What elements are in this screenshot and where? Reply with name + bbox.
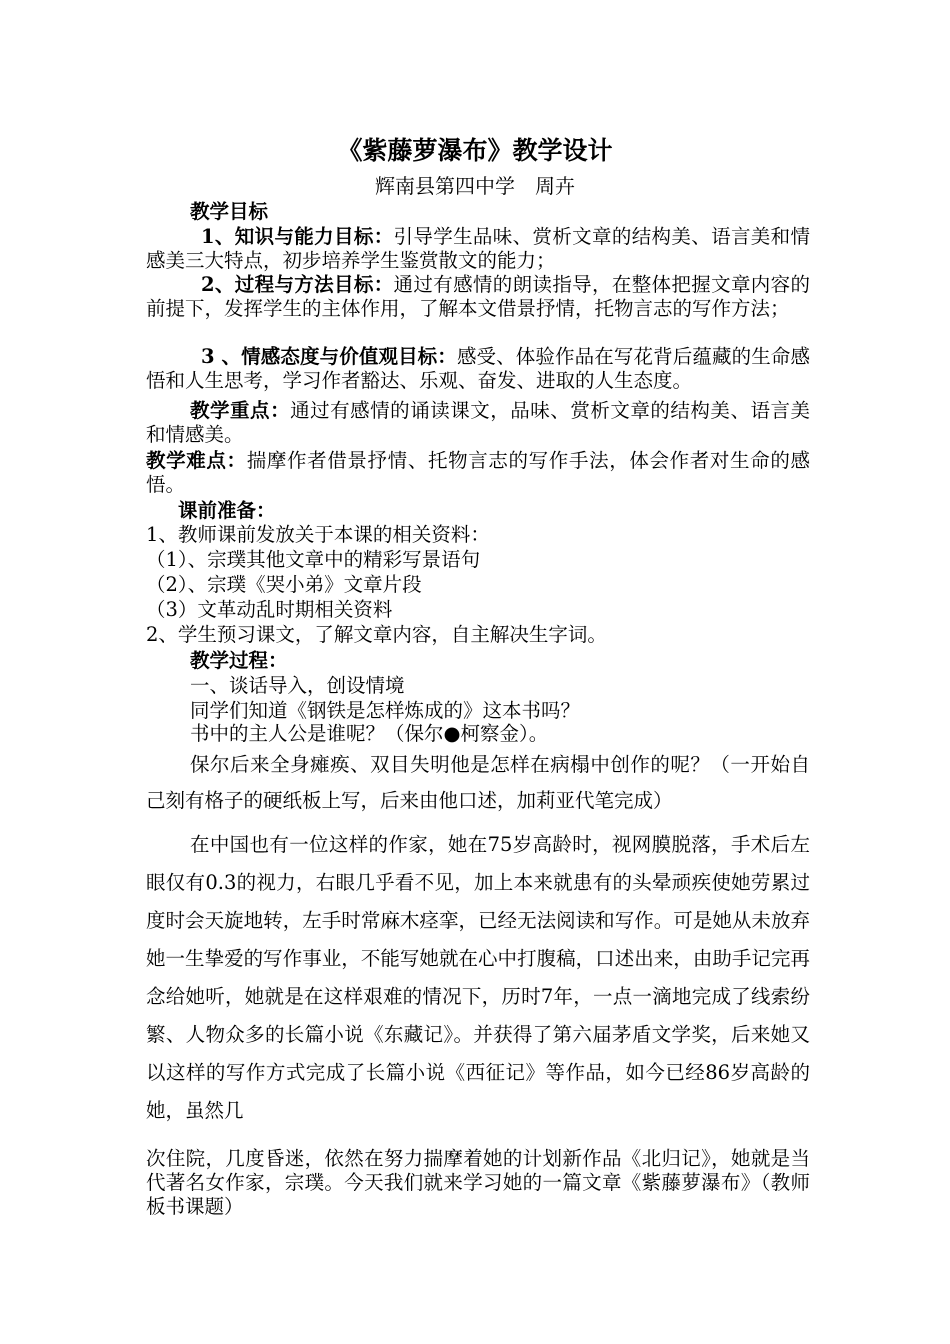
prep-item-1: 1、教师课前发放关于本课的相关资料： bbox=[146, 523, 490, 546]
process-step-1-text: 一、谈话导入，创设情境 bbox=[190, 674, 405, 697]
process-question-1-text: 同学们知道《钢铁是怎样炼成的》这本书吗？ bbox=[190, 699, 581, 722]
process-label: 2、过程与方法目标： bbox=[201, 273, 394, 296]
difficulties-text: 揣摩作者借景抒情、托物言志的写作手法，体会作者对生命的感悟。 bbox=[146, 449, 810, 496]
key-points-label: 教学重点： bbox=[190, 399, 291, 422]
knowledge-label: 1、知识与能力目标： bbox=[201, 225, 394, 248]
objectives-heading-text: 教学目标 bbox=[190, 200, 269, 223]
process-objective bbox=[146, 273, 810, 321]
objectives-heading bbox=[146, 200, 810, 224]
author-line: 辉南县第四中学 周卉 bbox=[375, 174, 575, 198]
emotion-text: 感受、体验作品在写花背后蕴藏的生命感悟和人生思考，学习作者豁达、乐观、奋发、进取的人生态度。 bbox=[146, 345, 810, 392]
preparation-heading bbox=[146, 499, 810, 523]
process-question-1 bbox=[146, 699, 810, 723]
process-step-1 bbox=[146, 674, 810, 698]
process-heading-text: 教学过程： bbox=[190, 649, 288, 672]
key-points bbox=[146, 399, 810, 447]
prep-sub-2: （2）、宗璞《哭小弟》文章片段 bbox=[146, 573, 422, 596]
prep-sub-3: （3）文革动乱时期相关资料 bbox=[146, 598, 393, 621]
prep-item-2: 2、学生预习课文，了解文章内容，自主解决生字词。 bbox=[146, 623, 607, 646]
story-paragraph-a: 在中国也有一位这样的作家，她在75岁高龄时，视网膜脱落，手术后左眼仅有0.3的视力，右眼几乎看不见，加上本来就患有的头晕顽疾使她劳累过度时会天旋地转，左手时常麻木痉挛，已经无法阅读和写作。可是她从未放弃她一生挚爱的写作事业，不能写她就在心中打腹稿，口述出来，由助手记完再念给她听，她就是在这样艰难的情况下，历时7年，一点一滴地完成了线索纷繁、人物众多的长篇小说《东藏记》。并获得了第六届茅盾文学奖，后来她又以这样的写作方式完成了长篇小说《西征记》等作品，如今已经86岁高龄的她，虽然几 bbox=[146, 833, 810, 1122]
emotion-objective bbox=[146, 345, 810, 393]
story-paragraph-b: 次住院，几度昏迷，依然在努力揣摩着她的计划新作品《北归记》，她就是当代著名女作家，宗璞。今天我们就来学习她的一篇文章《紫藤萝瀑布》（教师板书课题） bbox=[146, 1147, 810, 1218]
process-heading bbox=[146, 649, 810, 673]
key-points-text: 通过有感情的诵读课文，品味、赏析文章的结构美、语言美和情感美。 bbox=[146, 399, 810, 446]
process-question-3: 保尔后来全身瘫痪、双目失明他是怎样在病榻中创作的呢？（一开始自己刻有格子的硬纸板上写，后来由他口述，加莉亚代笔完成） bbox=[146, 753, 810, 812]
process-question-2 bbox=[146, 722, 810, 746]
emotion-label: 3 、情感态度与价值观目标： bbox=[201, 345, 457, 368]
page-title: 《紫藤萝瀑布》教学设计 bbox=[337, 136, 613, 165]
process-text: 通过有感情的朗读指导，在整体把握文章内容的前提下，发挥学生的主体作用，了解本文借景抒情，托物言志的写作方法； bbox=[146, 273, 810, 320]
difficulties-label: 教学难点： bbox=[146, 449, 247, 472]
prep-sub-1: （1）、宗璞其他文章中的精彩写景语句 bbox=[146, 548, 481, 571]
knowledge-objective bbox=[146, 225, 810, 273]
difficulties bbox=[146, 449, 810, 497]
process-question-2-text: 书中的主人公是谁呢？（保尔●柯察金）。 bbox=[190, 722, 549, 745]
knowledge-text: 引导学生品味、赏析文章的结构美、语言美和情感美三大特点，初步培养学生鉴赏散文的能力； bbox=[146, 225, 810, 272]
preparation-heading-text: 课前准备： bbox=[178, 499, 276, 522]
